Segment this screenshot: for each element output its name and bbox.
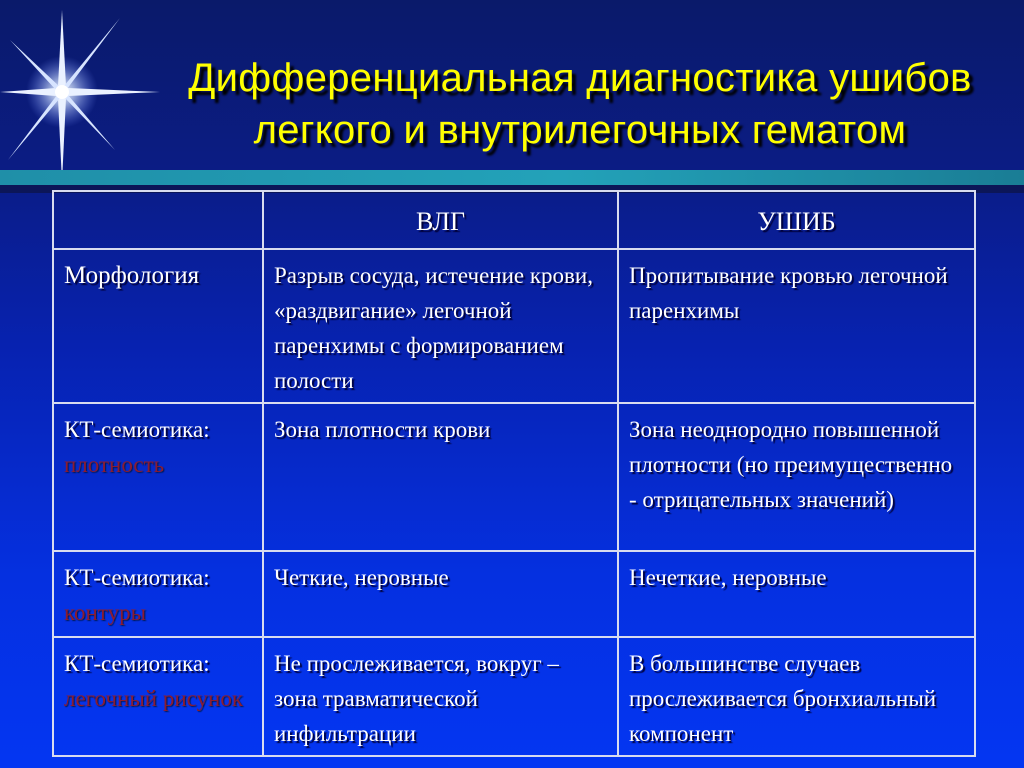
header-cell-ushib: УШИБ — [618, 191, 975, 249]
title-line-2: легкого и внутрилегочных гематом — [253, 108, 907, 152]
slide-title — [150, 52, 1010, 156]
accent-bar — [0, 170, 1024, 185]
row-label: КТ-семиотика: — [64, 417, 210, 442]
row-label: КТ-семиотика: — [64, 651, 210, 676]
row-label-density — [53, 403, 263, 551]
row-sublabel: плотность — [64, 452, 165, 477]
table-header-row — [53, 191, 975, 249]
cell-vlg: Зона плотности крови — [263, 403, 618, 551]
header-cell-vlg: ВЛГ — [263, 191, 618, 249]
row-label-morphology — [53, 249, 263, 403]
cell-ushib: Пропитывание кровью легочной паренхимы — [618, 249, 975, 403]
cell-ushib: Зона неоднородно повышенной плотности (но преимущественно - отрицательных значений) — [618, 403, 975, 551]
row-label-contours — [53, 551, 263, 637]
row-sublabel: контуры — [64, 600, 147, 625]
table-row — [53, 403, 975, 551]
row-sublabel: легочный рисунок — [64, 686, 244, 711]
cell-ushib: Нечеткие, неровные — [618, 551, 975, 637]
table-row — [53, 637, 975, 756]
table-row — [53, 551, 975, 637]
table-row — [53, 249, 975, 403]
title-line-1: Дифференциальная диагностика ушибов — [188, 56, 972, 100]
row-label: Морфология — [64, 262, 200, 289]
cell-vlg: Разрыв сосуда, истечение крови, «раздвигание» легочной паренхимы с формированием полости — [263, 249, 618, 403]
cell-ushib: В большинстве случаев прослеживается бронхиальный компонент — [618, 637, 975, 756]
cell-vlg: Четкие, неровные — [263, 551, 618, 637]
cell-vlg: Не прослеживается, вокруг – зона травматической инфильтрации — [263, 637, 618, 756]
header-cell-empty — [53, 191, 263, 249]
row-label-pattern — [53, 637, 263, 756]
comparison-table — [52, 190, 976, 757]
row-label: КТ-семиотика: — [64, 565, 210, 590]
